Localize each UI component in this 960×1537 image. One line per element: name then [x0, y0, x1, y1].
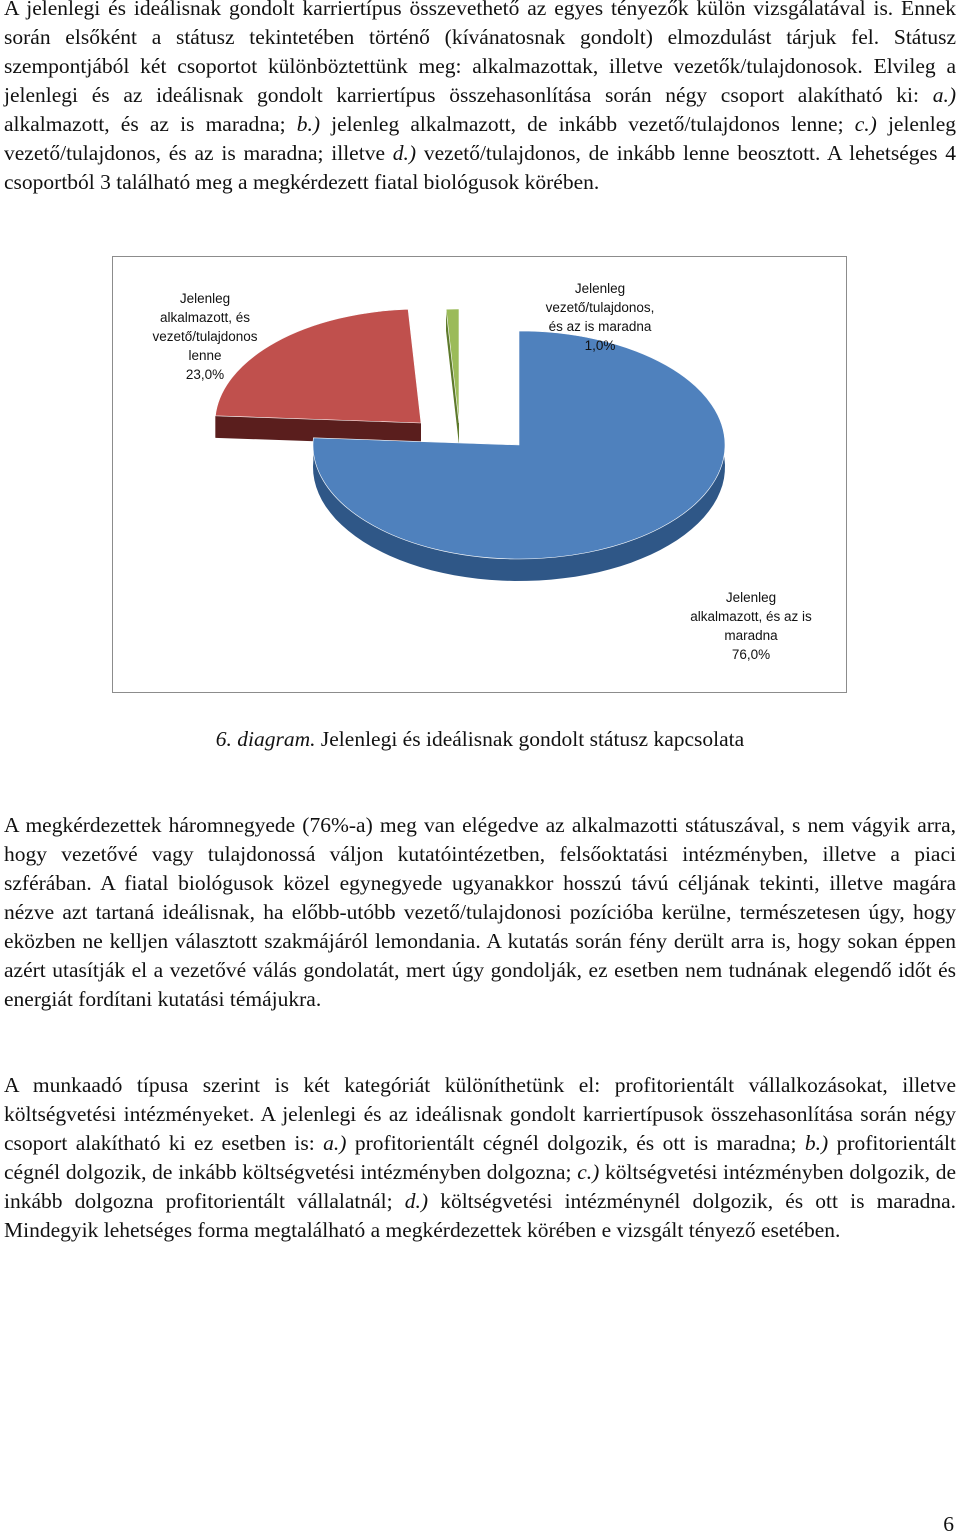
pie-category-label: vezető/tulajdonos, — [545, 300, 655, 315]
caption-text: Jelenlegi és ideálisnak gondolt státusz kapcsolata — [315, 727, 745, 751]
results-paragraph — [4, 811, 956, 1014]
text-run: a.) — [323, 1131, 347, 1155]
text-run: alkalmazott, és az is maradna; — [4, 112, 297, 136]
pie-category-label: maradna — [724, 628, 778, 643]
pie-slice — [215, 309, 421, 423]
pie-value-label: 1,0% — [584, 338, 616, 353]
text-run: a.) — [932, 83, 956, 107]
employer-paragraph — [4, 1071, 956, 1245]
text-run: költségvetési intézménynél dolgozik, és ott is maradna. Mindegyik lehetséges forma megtalálható a megkérdezettek körében e vizsgált tényező esetében. — [4, 1189, 956, 1242]
text-run: A munkaadó típusa szerint is két kategóriát különíthetünk el: profitorientált vállalkozásokat, illetve költségvetési intézményeket. A jelenlegi és az ideálisnak gondolt karriertípusok összehasonlítása során négy csoport alakítható ki ez esetben is: — [4, 1073, 956, 1155]
intro-paragraph — [4, 0, 956, 197]
pie-category-label: alkalmazott, és — [159, 310, 251, 325]
text-run: jelenleg alkalmazott, de inkább vezető/tulajdonos lenne; — [320, 112, 855, 136]
pie-slice-label — [690, 590, 812, 662]
text-run: jelenleg vezető/tulajdonos, és az is maradna; illetve — [4, 112, 956, 165]
text-run: c.) — [854, 112, 877, 136]
pie-value-label: 76,0% — [731, 647, 771, 662]
pie-category-label: és az is maradna — [548, 319, 652, 334]
pie-slice — [446, 309, 459, 423]
pie-value-label: 23,0% — [185, 367, 225, 382]
page-number: 6 — [943, 1512, 954, 1536]
text-run: c.) — [577, 1160, 600, 1184]
text-run: d.) — [392, 141, 417, 165]
text-run: vezető/tulajdonos, de inkább lenne beosztott. A lehetséges 4 csoportból 3 található meg a megkérdezett fiatal biológusok körében. — [4, 141, 956, 194]
pie-category-label: Jelenleg — [179, 291, 231, 306]
text-run: A jelenlegi és ideálisnak gondolt karriertípus összevethető az egyes tényezők külön vizsgálatával is. Ennek során elsőként a státusz tekintetében történő (kívánatosnak gondolt) elmozdulást tárjuk fel. Státusz szempontjából két csoportot különböztettünk meg: alkalmazottak, illetve vezetők/tulajdonosok. Elvileg a jelenlegi és az ideálisnak gondolt karriertípus összehasonlítása során négy csoport alakítható ki: — [4, 0, 956, 107]
pie-category-label: lenne — [188, 348, 222, 363]
figure-caption — [0, 725, 960, 753]
caption-number: 6. diagram. — [215, 727, 316, 751]
pie-category-label: vezető/tulajdonos — [152, 329, 258, 344]
text-run: A megkérdezettek háromnegyede (76%-a) meg van elégedve az alkalmazotti státuszával, s nem vágyik arra, hogy vezetővé vagy tulajdonossá váljon kutatóintézetben, felsőoktatási intézményben, illetve a piaci szférában. A fiatal biológusok közel egynegyede ugyanakkor hosszú távú céljának tekinti, illetve magára nézve azt tartaná ideálisnak, ha előbb-utóbb vezető/tulajdonosi pozícióba kerülne, természetesen úgy, hogy eközben ne kelljen választott szakmájáról lemondania. A kutatás során fény derült arra is, hogy sokan éppen azért utasítják el a vezetővé válás gondolatát, mert úgy gondolják, ez esetben nem tudnának elegendő időt és energiát fordítani kutatási témájukra. — [4, 813, 956, 1011]
text-run: b.) — [804, 1131, 829, 1155]
text-run: költségvetési intézményben dolgozik, de inkább dolgozna profitorientált vállalatnál; — [4, 1160, 956, 1213]
text-run: b.) — [296, 112, 320, 136]
text-run: profitorientált cégnél dolgozik, de inkább költségvetési intézményben dolgozna; — [4, 1131, 956, 1184]
pie-category-label: alkalmazott, és az is — [690, 609, 812, 624]
text-run: d.) — [404, 1189, 429, 1213]
pie-category-label: Jelenleg — [574, 281, 626, 296]
text-run: profitorientált cégnél dolgozik, és ott is maradna; — [346, 1131, 805, 1155]
pie-chart — [112, 256, 847, 693]
pie-category-label: Jelenleg — [725, 590, 777, 605]
pie-chart-svg — [113, 257, 846, 692]
